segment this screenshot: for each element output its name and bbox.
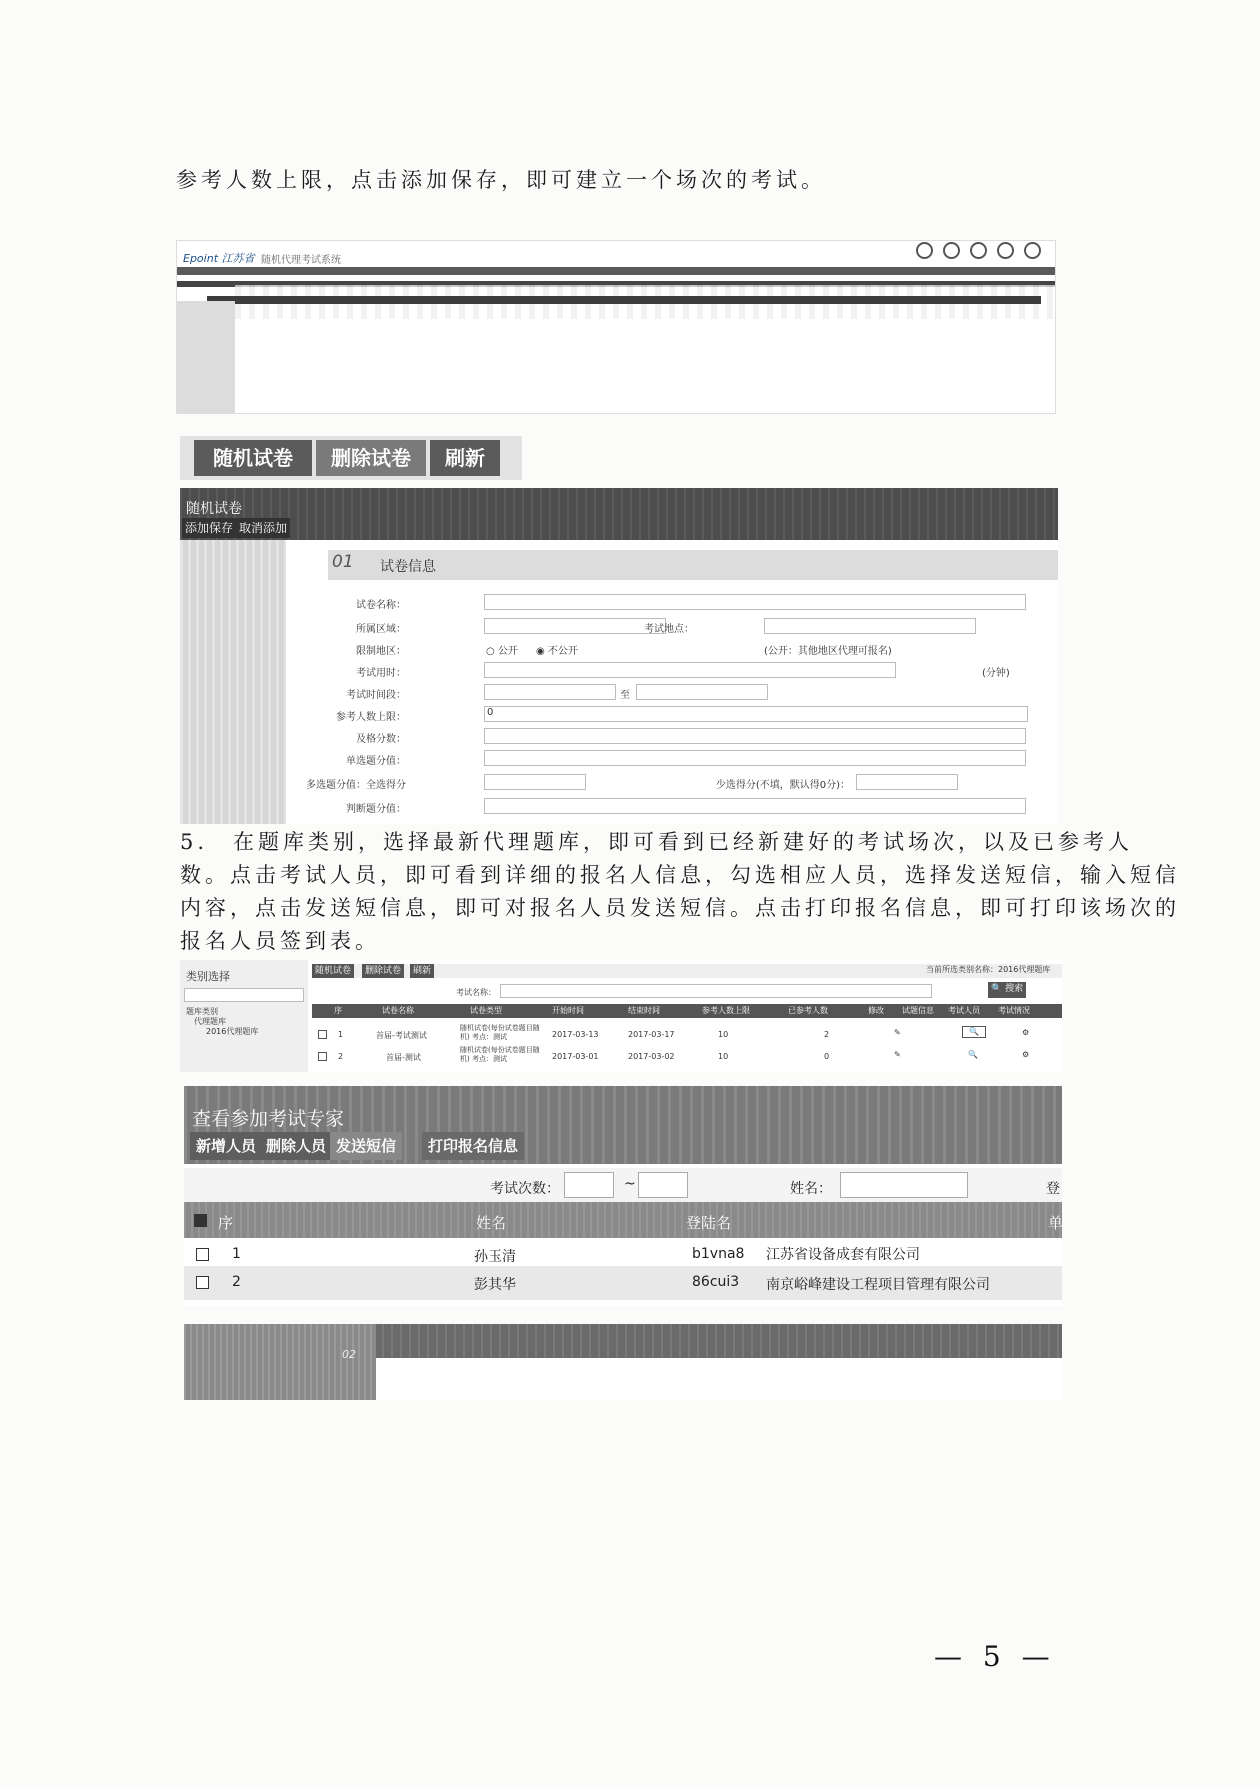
- current-category: 当前所选类别名称：2016代理题库: [926, 965, 1051, 974]
- radio-private-label: 不公开: [547, 646, 578, 657]
- partial-sidebar: [184, 1324, 376, 1400]
- minutes-unit: (分钟): [982, 668, 1010, 679]
- col-status: 考试情况: [998, 1006, 1030, 1015]
- judge-score-label: 判断题分值：: [346, 804, 406, 815]
- single-score-label: 单选题分值：: [346, 756, 406, 767]
- radio-public-label: 公开: [497, 646, 518, 657]
- start-time-input[interactable]: [484, 684, 616, 700]
- app-header: [177, 241, 1055, 267]
- col-end: 结束时间: [628, 1006, 660, 1015]
- category-panel: [180, 960, 308, 1072]
- header-icons: [916, 242, 1041, 259]
- paper-name-input[interactable]: [484, 594, 1026, 610]
- max-people-input[interactable]: 0: [484, 706, 1028, 722]
- user-icon[interactable]: [943, 242, 960, 259]
- people-search-icon[interactable]: 🔍: [962, 1026, 986, 1038]
- row-name: 首届-测试: [386, 1053, 421, 1062]
- form-title: 随机试卷: [186, 501, 242, 517]
- col-company: 单: [1048, 1214, 1064, 1232]
- status-icon[interactable]: ⚙: [1022, 1028, 1030, 1037]
- tab-refresh[interactable]: 刷新: [430, 440, 500, 476]
- print-signup-button[interactable]: 打印报名信息: [422, 1132, 524, 1160]
- col-questions: 试题信息: [902, 1006, 934, 1015]
- exam-count-label: 考试次数：: [490, 1181, 560, 1197]
- exam-place-input[interactable]: [764, 618, 976, 634]
- row-joined: 0: [824, 1052, 830, 1061]
- delete-paper-button[interactable]: 删除试卷: [362, 964, 404, 978]
- select-all-checkbox[interactable]: [194, 1214, 207, 1227]
- duration-input[interactable]: [484, 662, 896, 678]
- step5-line: 报名人员签到表。: [180, 929, 380, 953]
- intro-paragraph: 参考人数上限，点击添加保存，即可建立一个场次的考试。: [176, 168, 826, 192]
- tilde: ~: [624, 1176, 636, 1192]
- expert-table-header: [184, 1202, 1062, 1238]
- screenshot-main-window: [176, 240, 1056, 414]
- duration-label: 考试用时：: [356, 668, 406, 679]
- delete-person-button[interactable]: 删除人员: [260, 1132, 332, 1160]
- multi-score-label: 多选题分值：全选得分: [306, 780, 406, 791]
- row-no: 2: [338, 1052, 344, 1061]
- screenshot-tabs: [180, 436, 522, 480]
- tree-node[interactable]: 代理题库: [194, 1017, 226, 1026]
- page-number: — 5 —: [934, 1640, 1056, 1673]
- search-button[interactable]: 🔍 搜索: [988, 982, 1026, 998]
- home-icon[interactable]: [916, 242, 933, 259]
- single-score-input[interactable]: [484, 750, 1026, 766]
- tab-random-paper[interactable]: 随机试卷: [194, 440, 312, 476]
- multi-score-input[interactable]: [484, 774, 586, 790]
- exam-name-input[interactable]: [500, 984, 932, 998]
- add-save-button[interactable]: 添加保存: [182, 518, 236, 538]
- search-button-label: 搜索: [1005, 984, 1024, 994]
- edit-icon[interactable]: ✎: [894, 1050, 901, 1059]
- category-search-input[interactable]: [184, 988, 304, 1002]
- screenshot-exam-list: [180, 960, 1062, 1072]
- time-range-label: 考试时间段：: [346, 690, 406, 701]
- screenshot-partial: [184, 1324, 1062, 1400]
- exam-name-label: 考试名称：: [456, 988, 496, 997]
- settings-icon[interactable]: [997, 242, 1014, 259]
- section-number: 01: [332, 552, 354, 572]
- row-max: 10: [718, 1030, 729, 1039]
- pass-score-label: 及格分数：: [356, 734, 406, 745]
- random-paper-button[interactable]: 随机试卷: [312, 964, 354, 978]
- system-name: 随机代理考试系统: [261, 255, 341, 266]
- col-max: 参考人数上限: [702, 1006, 750, 1015]
- row-company: 江苏省设备成套有限公司: [766, 1247, 920, 1263]
- status-icon[interactable]: ⚙: [1022, 1050, 1030, 1059]
- row-checkbox[interactable]: [196, 1276, 209, 1289]
- max-people-label: 参考人数上限：: [336, 712, 406, 723]
- exam-count-from[interactable]: [564, 1172, 614, 1198]
- row-name: 彭其华: [474, 1277, 516, 1293]
- exam-table-header: [312, 1004, 1062, 1018]
- edit-icon[interactable]: ✎: [894, 1028, 901, 1037]
- row-checkbox[interactable]: [196, 1248, 209, 1261]
- refresh-button[interactable]: 刷新: [410, 964, 434, 978]
- category-title: 类别选择: [186, 970, 230, 983]
- row-no: 1: [338, 1030, 344, 1039]
- col-people: 考试人员: [948, 1006, 980, 1015]
- col-edit: 修改: [868, 1006, 884, 1015]
- col-no: 序: [218, 1214, 234, 1232]
- row-no: 2: [232, 1274, 241, 1290]
- section-header: [328, 550, 1058, 580]
- paper-name-label: 试卷名称：: [356, 600, 406, 611]
- screenshot-expert-list: [184, 1086, 1062, 1306]
- row-max: 10: [718, 1052, 729, 1061]
- name-input[interactable]: [840, 1172, 968, 1198]
- end-time-input[interactable]: [636, 684, 768, 700]
- col-paper-name: 试卷名称: [382, 1006, 414, 1015]
- logout-icon[interactable]: [1024, 242, 1041, 259]
- col-start: 开始时间: [552, 1006, 584, 1015]
- col-paper-type: 试卷类型: [470, 1006, 502, 1015]
- col-login: 登陆名: [686, 1214, 732, 1232]
- add-person-button[interactable]: 新增人员: [190, 1132, 262, 1160]
- table-header: [207, 296, 1041, 304]
- row-type: 随机试卷(每份试卷题目随机) 考点：测试: [460, 1046, 540, 1063]
- app-logo: Epoint 江苏省: [183, 252, 255, 265]
- people-search-icon[interactable]: 🔍: [968, 1050, 978, 1059]
- step5-line: 内容，点击发送短信息，即可对报名人员发送短信。点击打印报名信息，即可打印该场次的: [180, 896, 1180, 920]
- row-name: 孙玉清: [474, 1249, 516, 1265]
- cancel-add-button[interactable]: 取消添加: [236, 518, 290, 538]
- col-joined: 已参考人数: [788, 1006, 828, 1015]
- row-checkbox[interactable]: [318, 1052, 327, 1061]
- row-checkbox[interactable]: [318, 1030, 327, 1039]
- row-start: 2017-03-13: [552, 1030, 599, 1039]
- radio-private[interactable]: ◉ 不公开: [536, 646, 578, 657]
- row-start: 2017-03-01: [552, 1052, 599, 1061]
- col-no: 序: [334, 1006, 342, 1015]
- public-note: (公开：其他地区代理可报名): [764, 646, 892, 657]
- step5-line: 数。点击考试人员，即可看到详细的报名人信息，勾选相应人员，选择发送短信，输入短信: [180, 863, 1180, 887]
- tree-root[interactable]: 题库类别: [186, 1007, 218, 1016]
- name-label: 姓名：: [790, 1181, 832, 1197]
- row-login: 86cui3: [692, 1274, 740, 1290]
- sidebar-tree: [177, 301, 235, 413]
- radio-public[interactable]: ○ 公开: [486, 646, 518, 657]
- row-joined: 2: [824, 1030, 830, 1039]
- exam-place-label: 考试地点：: [644, 624, 694, 635]
- row-name: 首届-考试测试: [376, 1031, 427, 1040]
- row-end: 2017-03-02: [628, 1052, 675, 1061]
- tab-delete-paper[interactable]: 删除试卷: [316, 440, 426, 476]
- row-end: 2017-03-17: [628, 1030, 675, 1039]
- step5-line: 5. 在题库类别，选择最新代理题库，即可看到已经新建好的考试场次，以及已参考人: [180, 830, 1134, 854]
- section-title: 试卷信息: [380, 559, 436, 575]
- help-icon[interactable]: [970, 242, 987, 259]
- screenshot-paper-form: [180, 488, 1058, 824]
- row-login: b1vna8: [692, 1246, 745, 1262]
- judge-score-input[interactable]: [484, 798, 1026, 814]
- row-no: 1: [232, 1246, 241, 1262]
- row-company: 南京峪峰建设工程项目管理有限公司: [766, 1277, 990, 1293]
- step5-paragraph: [180, 826, 1180, 958]
- region-label: 所属区域：: [356, 624, 406, 635]
- pass-score-input[interactable]: [484, 728, 1026, 744]
- partial-score-input[interactable]: [856, 774, 958, 790]
- section-number: 02: [342, 1348, 356, 1361]
- restrict-region-label: 限制地区：: [356, 646, 406, 657]
- row-type: 随机试卷(每份试卷题目随机) 考点：测试: [460, 1024, 540, 1041]
- col-name: 姓名: [476, 1214, 507, 1232]
- tree-leaf[interactable]: 2016代理题库: [206, 1027, 259, 1036]
- nav-bar: [177, 267, 1055, 275]
- table-row: [184, 1266, 1062, 1300]
- partial-score-label: 少选得分(不填，默认得0分)：: [715, 780, 850, 791]
- login-label-truncated: 登: [1046, 1181, 1060, 1197]
- send-sms-button[interactable]: 发送短信: [330, 1132, 402, 1160]
- expert-title: 查看参加考试专家: [192, 1108, 345, 1130]
- form-header: [180, 488, 1058, 540]
- to-label: 至: [620, 690, 630, 701]
- exam-count-to[interactable]: [638, 1172, 688, 1198]
